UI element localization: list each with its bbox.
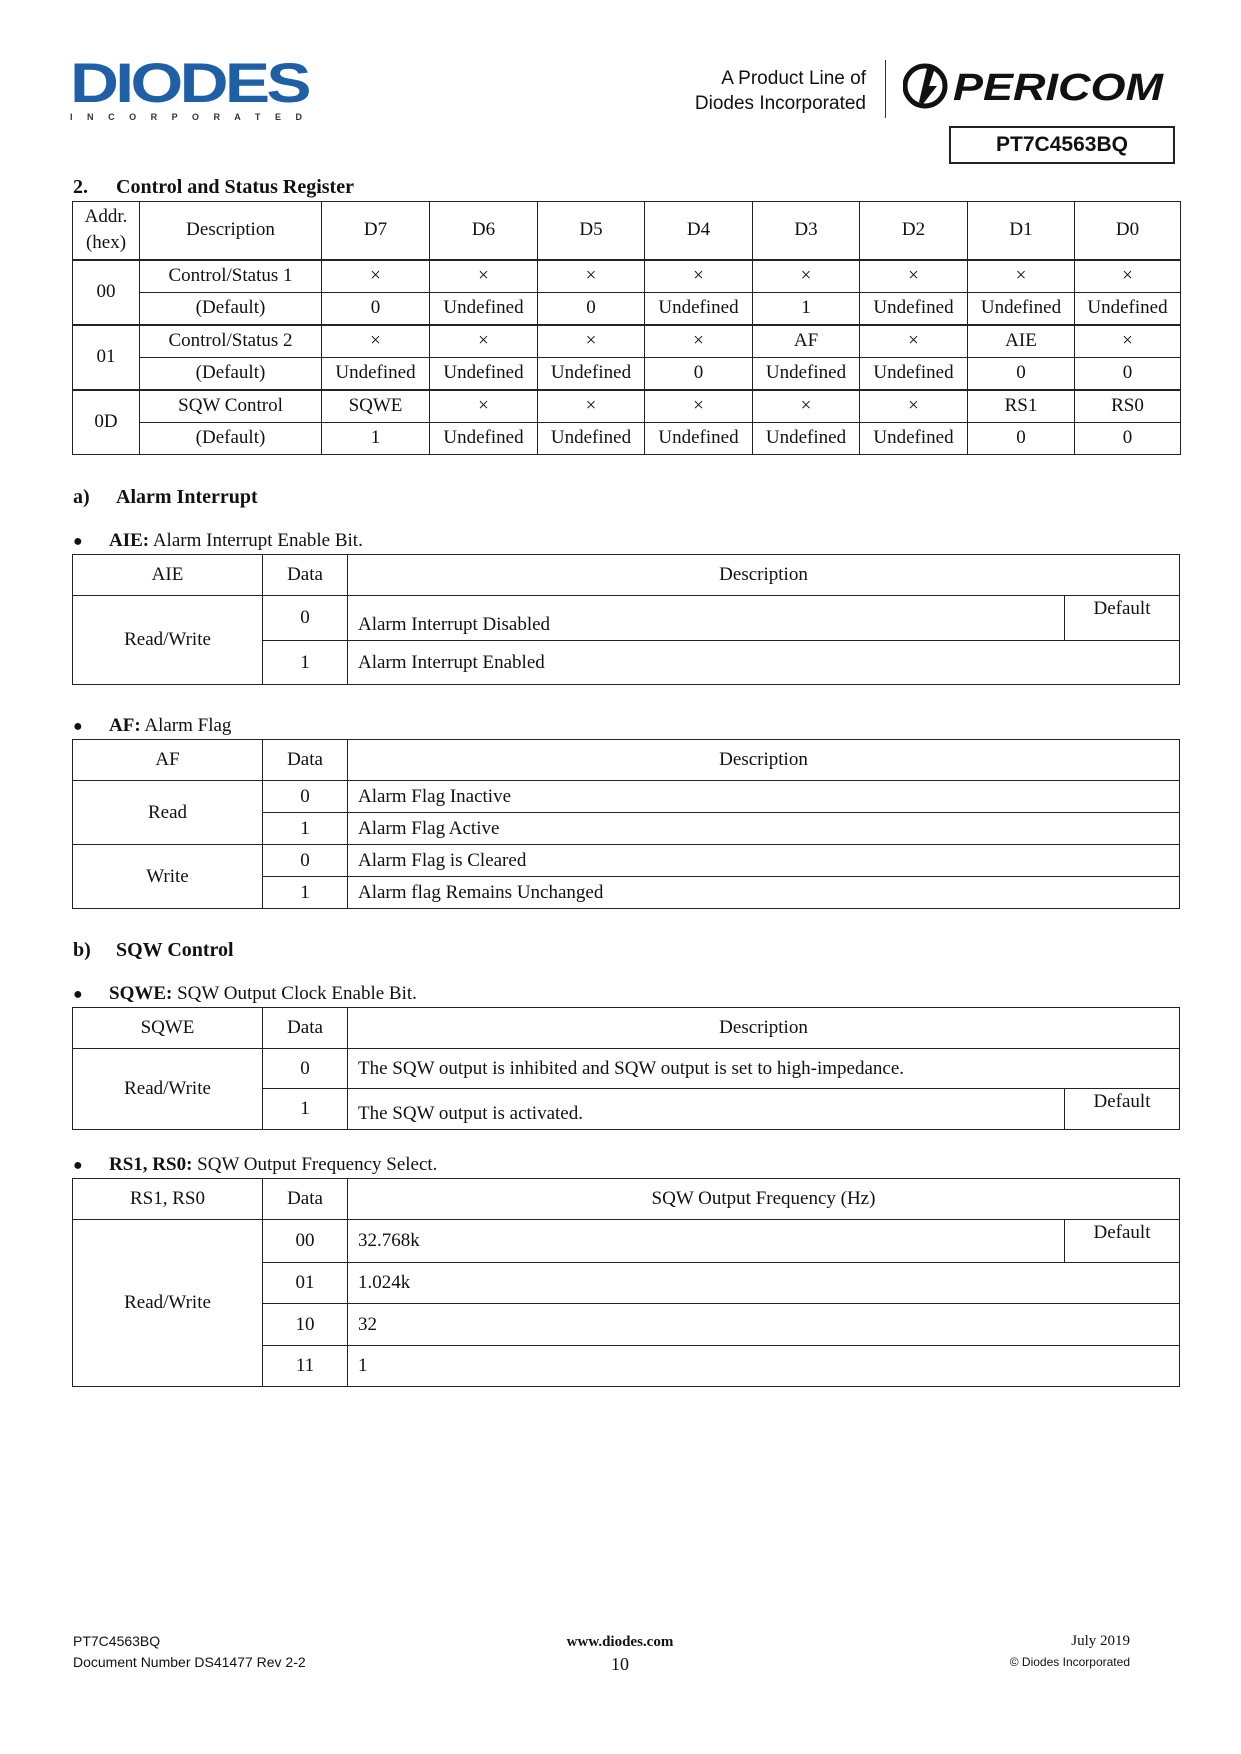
sqw-title: SQW Control: [116, 939, 234, 961]
af-col2: Data: [263, 740, 348, 781]
default-cell: 0: [968, 422, 1075, 454]
footer-left: [73, 1631, 306, 1673]
default-cell: Undefined: [430, 422, 538, 454]
header-description: Description: [140, 202, 322, 260]
header-d1: D1: [968, 202, 1075, 260]
aie-col3: Description: [348, 555, 1180, 596]
register-name: Control/Status 2: [140, 325, 322, 358]
default-cell: Undefined: [968, 292, 1075, 325]
bit-cell: ×: [430, 325, 538, 358]
af-data: 0: [263, 781, 348, 813]
alarm-label: a): [73, 486, 90, 508]
footer-center: [520, 1631, 720, 1675]
bit-cell: ×: [645, 325, 753, 358]
af-data: 1: [263, 877, 348, 909]
sqwe-data: 1: [263, 1089, 348, 1130]
rs-desc-cell: [348, 1220, 1180, 1263]
sqwe-bullet-bold: SQWE:: [109, 983, 173, 1004]
af-table: [72, 739, 1180, 909]
aie-data: 0: [263, 596, 348, 641]
default-cell: 0: [1075, 422, 1181, 454]
table-row: [73, 596, 1180, 641]
default-cell: Undefined: [753, 357, 860, 390]
bit-cell: ×: [430, 260, 538, 293]
aie-data: 1: [263, 641, 348, 685]
addr-cell: 01: [73, 325, 140, 390]
default-label: (Default): [140, 357, 322, 390]
diodes-logo: [70, 58, 315, 124]
product-line-1: A Product Line of: [721, 68, 866, 89]
product-line-text: [660, 66, 866, 116]
register-header-row: [73, 202, 1181, 260]
footer-right: [960, 1631, 1130, 1673]
bit-cell: ×: [860, 260, 968, 293]
aie-bullet-text: Alarm Interrupt Enable Bit.: [149, 530, 363, 551]
diodes-logo-subtext: I N C O R P O R A T E D: [70, 112, 303, 122]
bit-cell: ×: [753, 260, 860, 293]
header-divider: [885, 60, 886, 118]
default-cell: Undefined: [860, 292, 968, 325]
aie-desc: Alarm Interrupt Enabled: [348, 641, 1180, 685]
bit-cell: ×: [538, 390, 645, 423]
rs-desc: 1: [348, 1346, 1180, 1387]
default-cell: Undefined: [860, 422, 968, 454]
addr-cell: 0D: [73, 390, 140, 455]
aie-header-row: [73, 555, 1180, 596]
rs-data: 10: [263, 1304, 348, 1346]
table-row: [73, 325, 1181, 358]
default-cell: Undefined: [753, 422, 860, 454]
af-desc: Alarm flag Remains Unchanged: [348, 877, 1180, 909]
default-cell: 0: [322, 292, 430, 325]
table-row: [73, 292, 1181, 325]
default-cell: Undefined: [1075, 292, 1181, 325]
default-cell: 1: [322, 422, 430, 454]
af-bullet-bold: AF:: [109, 715, 141, 736]
bullet-icon: ●: [73, 986, 83, 1003]
rs-col2: Data: [263, 1179, 348, 1220]
default-cell: 0: [645, 357, 753, 390]
pericom-logo-text: PERICOM: [953, 67, 1165, 109]
footer-website-link[interactable]: www.diodes.com: [566, 1634, 674, 1650]
bit-cell: ×: [860, 325, 968, 358]
default-cell: Undefined: [538, 357, 645, 390]
af-header-row: [73, 740, 1180, 781]
table-row: [73, 260, 1181, 293]
bit-cell: ×: [860, 390, 968, 423]
table-row: [73, 781, 1180, 813]
bit-cell: ×: [753, 390, 860, 423]
default-badge: Default: [1064, 596, 1179, 640]
aie-col2: Data: [263, 555, 348, 596]
sqwe-desc: The SQW output is activated.: [358, 1103, 583, 1124]
bit-cell: ×: [1075, 325, 1181, 358]
footer-copyright: © Diodes Incorporated: [1009, 1655, 1130, 1669]
rs-col1: RS1, RS0: [73, 1179, 263, 1220]
bit-cell: ×: [322, 260, 430, 293]
register-name: SQW Control: [140, 390, 322, 423]
bit-cell: ×: [430, 390, 538, 423]
table-row: [73, 845, 1180, 877]
table-row: [73, 422, 1181, 454]
rs-col3: SQW Output Frequency (Hz): [348, 1179, 1180, 1220]
default-cell: Undefined: [645, 422, 753, 454]
default-label: (Default): [140, 292, 322, 325]
table-row: [73, 357, 1181, 390]
af-desc: Alarm Flag Inactive: [348, 781, 1180, 813]
diodes-logo-text: DIODES: [70, 58, 310, 114]
af-desc: Alarm Flag is Cleared: [348, 845, 1180, 877]
af-write-label: Write: [73, 845, 263, 909]
rs-table: [72, 1178, 1180, 1387]
rs-mode: Read/Write: [73, 1220, 263, 1387]
sqw-label: b): [73, 939, 91, 961]
table-row: [73, 1049, 1180, 1089]
bit-cell: ×: [968, 260, 1075, 293]
header-d3: D3: [753, 202, 860, 260]
af-data: 0: [263, 845, 348, 877]
default-cell: Undefined: [430, 357, 538, 390]
default-cell: Undefined: [538, 422, 645, 454]
header-d5: D5: [538, 202, 645, 260]
default-cell: Undefined: [860, 357, 968, 390]
sqwe-table: [72, 1007, 1180, 1130]
bullet-icon: ●: [73, 1157, 83, 1174]
alarm-title: Alarm Interrupt: [116, 486, 258, 508]
bit-cell: RS0: [1075, 390, 1181, 423]
sqwe-desc: The SQW output is inhibited and SQW output is set to high-impedance.: [348, 1049, 1180, 1089]
default-cell: Undefined: [645, 292, 753, 325]
bit-cell: SQWE: [322, 390, 430, 423]
rs-desc: 32.768k: [358, 1230, 420, 1251]
sqwe-bullet-text: SQW Output Clock Enable Bit.: [172, 983, 417, 1004]
rs-data: 01: [263, 1263, 348, 1304]
default-cell: 0: [1075, 357, 1181, 390]
aie-desc: Alarm Interrupt Disabled: [358, 614, 551, 635]
section-title: Control and Status Register: [116, 176, 354, 198]
rs-data: 00: [263, 1220, 348, 1263]
rs-desc: 1.024k: [348, 1263, 1180, 1304]
aie-col1: AIE: [73, 555, 263, 596]
section-number: 2.: [73, 176, 88, 198]
bullet-icon: ●: [73, 718, 83, 735]
aie-mode: Read/Write: [73, 596, 263, 685]
footer-page-number: 10: [611, 1654, 629, 1674]
bit-cell: RS1: [968, 390, 1075, 423]
sqwe-col2: Data: [263, 1008, 348, 1049]
default-cell: 0: [968, 357, 1075, 390]
default-badge: Default: [1064, 1220, 1179, 1262]
sqwe-desc-cell: [348, 1089, 1180, 1130]
register-name: Control/Status 1: [140, 260, 322, 293]
af-col1: AF: [73, 740, 263, 781]
rs-bullet: [73, 1154, 437, 1176]
section-heading: [73, 176, 354, 199]
bit-cell: AIE: [968, 325, 1075, 358]
footer-date: July 2019: [1071, 1633, 1130, 1649]
bit-cell: ×: [538, 260, 645, 293]
bit-cell: ×: [538, 325, 645, 358]
bit-cell: ×: [645, 390, 753, 423]
table-row: [73, 1220, 1180, 1263]
rs-data: 11: [263, 1346, 348, 1387]
rs-desc: 32: [348, 1304, 1180, 1346]
header-addr: Addr. (hex): [73, 202, 140, 260]
af-bullet-text: Alarm Flag: [140, 715, 232, 736]
footer-part: PT7C4563BQ: [73, 1633, 161, 1649]
aie-bullet-bold: AIE:: [109, 530, 150, 551]
bullet-icon: ●: [73, 533, 83, 550]
bit-cell: ×: [322, 325, 430, 358]
pericom-mark-icon: [905, 66, 945, 106]
header-d7: D7: [322, 202, 430, 260]
bit-cell: AF: [753, 325, 860, 358]
header-d4: D4: [645, 202, 753, 260]
default-cell: 0: [538, 292, 645, 325]
sqwe-col3: Description: [348, 1008, 1180, 1049]
aie-table: [72, 554, 1180, 685]
alarm-heading: [73, 486, 258, 509]
rs-bullet-bold: RS1, RS0:: [109, 1154, 193, 1175]
addr-cell: 00: [73, 260, 140, 325]
header-d6: D6: [430, 202, 538, 260]
bit-cell: ×: [645, 260, 753, 293]
sqwe-data: 0: [263, 1049, 348, 1089]
aie-desc-cell: [348, 596, 1180, 641]
header-d2: D2: [860, 202, 968, 260]
bit-cell: ×: [1075, 260, 1181, 293]
default-cell: 1: [753, 292, 860, 325]
sqwe-col1: SQWE: [73, 1008, 263, 1049]
af-desc: Alarm Flag Active: [348, 813, 1180, 845]
sqwe-bullet: [73, 983, 417, 1005]
af-bullet: [73, 715, 231, 737]
af-read-label: Read: [73, 781, 263, 845]
sqwe-mode: Read/Write: [73, 1049, 263, 1130]
default-cell: Undefined: [322, 357, 430, 390]
default-label: (Default): [140, 422, 322, 454]
product-line-2: Diodes Incorporated: [694, 93, 866, 114]
af-col3: Description: [348, 740, 1180, 781]
table-row: [73, 390, 1181, 423]
default-badge: Default: [1064, 1089, 1179, 1129]
rs-bullet-text: SQW Output Frequency Select.: [192, 1154, 438, 1175]
aie-bullet: [73, 530, 363, 552]
footer-doc-number: Document Number DS41477 Rev 2-2: [73, 1654, 306, 1670]
header-d0: D0: [1075, 202, 1181, 260]
sqw-heading: [73, 939, 234, 962]
part-number-box: PT7C4563BQ: [949, 126, 1175, 164]
register-table: [72, 201, 1181, 455]
default-cell: Undefined: [430, 292, 538, 325]
pericom-logo: [903, 62, 1173, 110]
rs-header-row: [73, 1179, 1180, 1220]
sqwe-header-row: [73, 1008, 1180, 1049]
af-data: 1: [263, 813, 348, 845]
